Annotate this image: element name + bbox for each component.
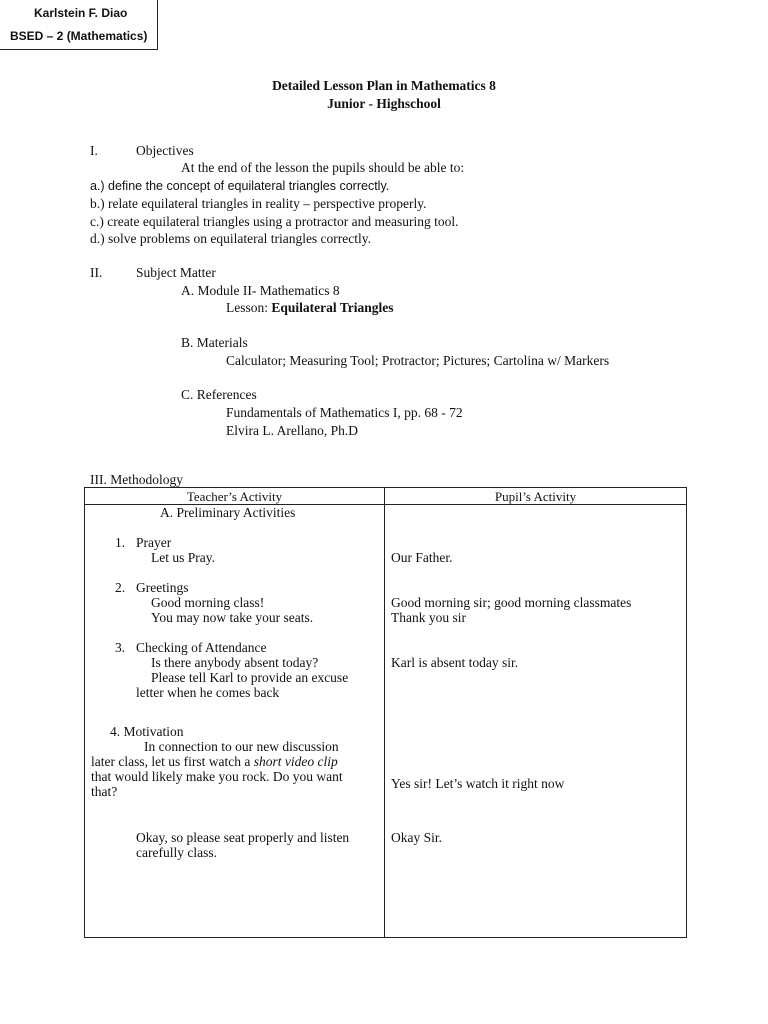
teacher-column-header: Teacher’s Activity [85, 488, 385, 505]
author-course: BSED – 2 (Mathematics) [10, 29, 148, 43]
motivation-line-1: In connection to our new discussion [144, 739, 339, 754]
references-heading: C. References [181, 387, 257, 402]
greetings-number: 2. [115, 580, 126, 595]
motivation-line-3: that would likely make you rock. Do you want [91, 769, 343, 784]
subject-numeral: II. [90, 265, 103, 280]
pupil-greeting-1: Good morning sir; good morning classmates [391, 595, 632, 610]
attendance-line-3: letter when he comes back [136, 685, 280, 700]
motivation-emphasis: short video clip [253, 754, 338, 769]
attendance-line-1: Is there anybody absent today? [151, 655, 319, 670]
greeting-line-1: Good morning class! [151, 595, 265, 610]
pupil-column-header: Pupil’s Activity [385, 488, 687, 505]
pupil-activity-cell [385, 505, 687, 938]
prayer-heading: Prayer [136, 535, 172, 550]
objectives-heading: Objectives [136, 143, 194, 158]
materials-heading: B. Materials [181, 335, 248, 350]
okay-line-2: carefully class. [136, 845, 217, 860]
attendance-heading: Checking of Attendance [136, 640, 267, 655]
pupil-attendance: Karl is absent today sir. [391, 655, 519, 670]
objective-b: b.) relate equilateral triangles in reality – perspective properly. [90, 196, 427, 211]
lesson-line [226, 300, 394, 316]
methodology-table [84, 487, 687, 938]
attendance-line-2: Please tell Karl to provide an excuse [151, 670, 349, 685]
reference-2: Elvira L. Arellano, Ph.D [226, 423, 358, 438]
greetings-heading: Greetings [136, 580, 189, 595]
greeting-line-2: You may now take your seats. [151, 610, 314, 625]
reference-1: Fundamentals of Mathematics I, pp. 68 - 72 [226, 405, 463, 420]
prayer-line: Let us Pray. [151, 550, 215, 565]
methodology-heading: III. Methodology [90, 472, 183, 487]
okay-line-1: Okay, so please seat properly and listen [136, 830, 350, 845]
pupil-greeting-2: Thank you sir [391, 610, 466, 625]
objective-a: a.) define the concept of equilateral triangles correctly. [90, 179, 390, 193]
objectives-intro: At the end of the lesson the pupils should be able to: [181, 160, 465, 175]
lesson-label: Lesson: [226, 300, 272, 315]
teacher-activity-cell [85, 505, 385, 938]
motivation-line-2-text: later class, let us first watch a [91, 754, 254, 769]
materials-list: Calculator; Measuring Tool; Protractor; Pictures; Cartolina w/ Markers [226, 353, 610, 368]
document-subtitle: Junior - Highschool [327, 96, 441, 111]
attendance-number: 3. [115, 640, 126, 655]
pupil-prayer: Our Father. [391, 550, 453, 565]
motivation-line-4: that? [91, 784, 118, 799]
pupil-okay: Okay Sir. [391, 830, 443, 845]
pupil-motivation: Yes sir! Let’s watch it right now [391, 776, 565, 791]
preliminary-heading: A. Preliminary Activities [160, 505, 296, 520]
objective-c: c.) create equilateral triangles using a protractor and measuring tool. [90, 214, 459, 229]
objective-d: d.) solve problems on equilateral triangles correctly. [90, 231, 372, 246]
motivation-heading: 4. Motivation [110, 724, 184, 739]
objectives-numeral: I. [90, 143, 98, 158]
author-box [0, 0, 158, 50]
prayer-number: 1. [115, 535, 126, 550]
motivation-line-2 [91, 754, 338, 770]
module-line: A. Module II- Mathematics 8 [181, 283, 340, 298]
author-name: Karlstein F. Diao [34, 6, 128, 20]
lesson-title: Equilateral Triangles [271, 300, 394, 315]
subject-heading: Subject Matter [136, 265, 216, 280]
document-title: Detailed Lesson Plan in Mathematics 8 [272, 78, 496, 93]
